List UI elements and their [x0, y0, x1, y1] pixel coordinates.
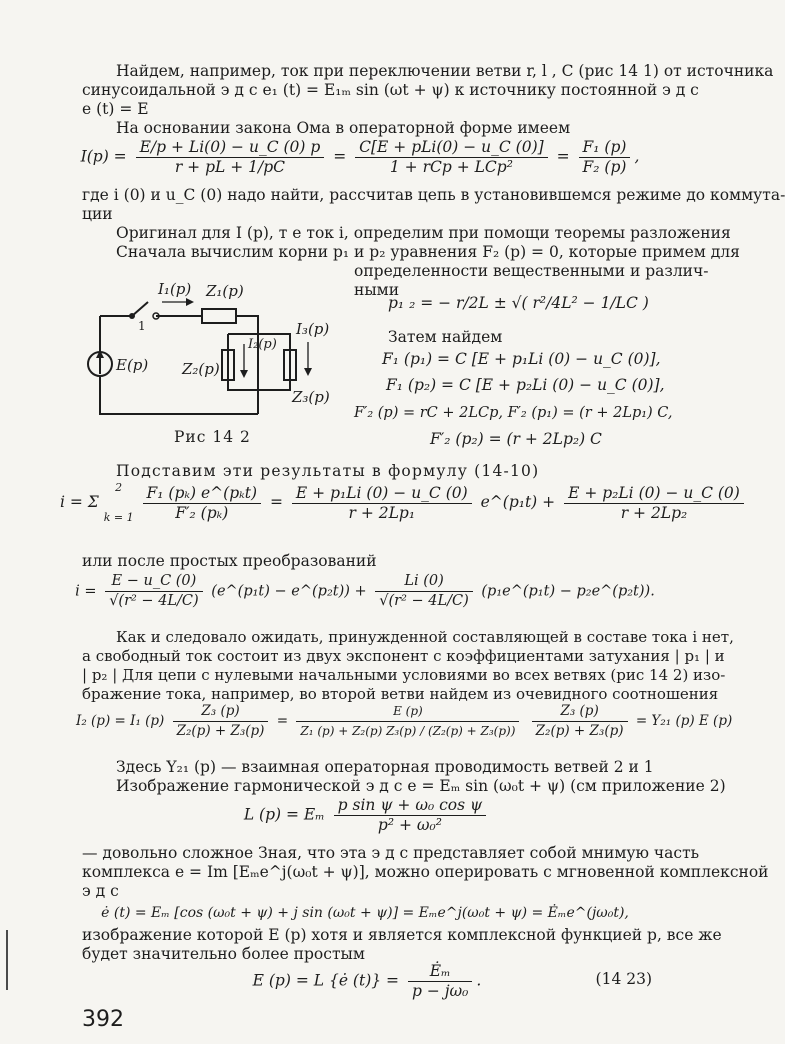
- equation-ohm: I(p) = $\frac{E/p + Li(0) - u\_C (0) p}{r + pL + 1/pC}$ = $\frac{\text{C[E + pLi(0) − u\_C (0)]}}{\text{1 + rCp + LCp²}}$ = $\frac{\text{F₁ (p)}}{\text{F₂ (p)}}$ ,: [80, 138, 640, 176]
- text-line: Здесь Y₂₁ (p) — взаимная операторная проводимость ветвей 2 и 1: [116, 758, 654, 776]
- fraction: [296, 702, 519, 741]
- text-line: На основании закона Ома в операторной форме имеем: [116, 119, 571, 137]
- numerator: E/p + Li(0) − u_C (0) p: [136, 138, 325, 158]
- numerator: C[E + pLi(0) − u_C (0)]: [355, 138, 548, 158]
- exp-term: e^(p₁t) +: [480, 493, 556, 511]
- fraction: [532, 702, 628, 741]
- sum-limits: [104, 482, 134, 524]
- numerator: Z₃ (p): [173, 702, 269, 722]
- text-line: определенности вещественными и различ-: [354, 262, 709, 280]
- exp-term: (e^(p₁t) − e^(p₂t)) +: [211, 583, 367, 600]
- numerator: E + p₁Li (0) − u_C (0): [292, 484, 472, 504]
- eq-lhs: i = Σ: [60, 493, 99, 511]
- equation-sum: i = Σ 2 k = 1 $\frac{\text{F₁ (pₖ) e\textasciicircum{}(pₖt)}}{\text{F′₂ (pₖ)}}$ = $\frac{\text{E + p₁Li (0) − u\_C (0)}}{\text{r + 2Lp₁}}$ e^(p₁t) + $\frac{\text{E + p₂Li (0) − u\_C (0)}}{\text{r + 2Lp₂}}$: [60, 482, 660, 524]
- equation-ep: [82, 962, 652, 1001]
- text-line: Оригинал для I (p), т е ток i, определим при помощи теоремы разложения: [116, 224, 731, 242]
- fraction: [105, 572, 203, 611]
- denominator: F₂ (p): [582, 158, 627, 176]
- label-i1: I₁(p): [158, 280, 192, 298]
- label-i2: I₂(p): [248, 337, 277, 352]
- fraction: [292, 484, 472, 523]
- text-line: Сначала вычислим корни p₁ и p₂ уравнения F₂ (p) = 0, которые примем для: [116, 243, 740, 261]
- numerator: E (p): [296, 702, 519, 722]
- numerator: Ėₘ: [408, 962, 472, 982]
- ohm-paragraph: [82, 119, 652, 138]
- equation-i2: [76, 702, 733, 741]
- wire-right: [236, 316, 258, 414]
- equation-laplace: [82, 796, 652, 835]
- denominator: p² + ω₀²: [377, 816, 442, 834]
- label-z3: Z₃(p): [292, 388, 330, 406]
- eq-lhs: E (p) = L {ė (t)} =: [252, 971, 400, 990]
- eq-dot: .: [476, 971, 482, 990]
- text-line: э д с: [82, 882, 119, 900]
- text-line: бражение тока, например, во второй ветви найдем из очевидного соотношения: [82, 685, 719, 703]
- equation-f2-derivative-2: F′₂ (p₂) = (r + 2Lp₂) C: [430, 430, 602, 448]
- numerator: p sin ψ + ω₀ cos ψ: [334, 796, 487, 816]
- denominator: r + 2Lp₁: [348, 503, 416, 522]
- figure-caption: Рис 14 2: [174, 428, 251, 446]
- switch-pivot: [129, 313, 135, 319]
- label-z2: Z₂(p): [182, 360, 220, 378]
- complex-paragraph: [82, 844, 769, 901]
- i3-arrowhead: [304, 368, 312, 376]
- text-line: будет значительно более простым: [82, 945, 365, 963]
- where-paragraph: [82, 186, 785, 224]
- after-paragraph: [82, 552, 652, 571]
- fraction: [408, 962, 472, 1001]
- denominator: √(r² − 4L/C): [379, 593, 469, 609]
- fraction: [579, 138, 631, 177]
- text-line: или после простых преобразований: [82, 552, 377, 570]
- fraction: [355, 138, 548, 177]
- sum-lower: k = 1: [103, 511, 134, 524]
- equation-f1p2: F₁ (p₂) = C [E + p₂Li (0) − u_C (0)],: [386, 376, 665, 394]
- numerator: E − u_C (0): [105, 572, 203, 592]
- fraction: [136, 138, 325, 177]
- label-z1: Z₁(p): [206, 282, 244, 300]
- text-line: — довольно сложное Зная, что эта э д с представляет собой мнимую часть: [82, 844, 700, 862]
- text-line: ными: [354, 281, 400, 299]
- equation-edot: ė (t) = Eₘ [cos (ω₀t + ψ) + j sin (ω₀t + ψ)] = Eₘe^j(ω₀t + ψ) = Ėₘe^(jω₀t),: [101, 905, 629, 921]
- sum-upper: 2: [115, 481, 123, 494]
- fraction: [334, 796, 487, 835]
- here-paragraph: [82, 758, 726, 796]
- label-node: 1: [138, 319, 146, 333]
- text-line: Подставим эти результаты в формулу (14-10): [116, 462, 540, 480]
- original-paragraph: [82, 224, 740, 262]
- label-i3: I₃(p): [296, 320, 330, 338]
- then-text: Затем найдем: [388, 328, 503, 346]
- circuit-diagram: [82, 262, 342, 442]
- text-line: где i (0) и u_C (0) надо найти, рассчитав цепь в установившемся режиме до коммута-: [82, 186, 785, 204]
- i1-arrowhead: [186, 298, 194, 306]
- eq-lhs: i =: [75, 583, 97, 600]
- numerator: F₁ (pₖ) e^(pₖt): [143, 484, 262, 504]
- eq-lhs: L (p) = Eₘ: [243, 805, 325, 824]
- denominator: Z₁ (p) + Z₂(p) Z₃(p) / (Z₂(p) + Z₃(p)): [300, 724, 516, 738]
- eq-tail: = Y₂₁ (p) E (p): [635, 713, 733, 729]
- eq-lhs: I(p) =: [80, 147, 127, 166]
- scan-edge-mark: [6, 930, 8, 990]
- equation-simplified: [70, 572, 660, 611]
- z1-resistor: [202, 309, 236, 323]
- subst-paragraph: [82, 462, 652, 481]
- denominator: r + 2Lp₂: [620, 503, 688, 522]
- equals-sign: =: [276, 713, 289, 729]
- numerator: Z₃ (p): [532, 702, 628, 722]
- text-line: Найдем, например, ток при переключении ветви r, l , C (рис 14 1) от источника: [116, 62, 774, 80]
- numerator: Li (0): [375, 572, 473, 592]
- fraction: [173, 702, 269, 741]
- numerator: E + p₂Li (0) − u_C (0): [564, 484, 744, 504]
- page-number: 392: [82, 1007, 124, 1032]
- denominator: √(r² − 4L/C): [109, 593, 199, 609]
- label-source: E(p): [116, 356, 149, 374]
- text-line: синусоидальной э д с e₁ (t) = E₁ₘ sin (ωt + ψ) к источнику постоянной э д с: [82, 81, 699, 99]
- text-line: ции: [82, 205, 113, 223]
- fraction: [564, 484, 744, 523]
- exp-term: (p₁e^(p₁t) − p₂e^(p₂t)).: [481, 583, 655, 600]
- intro-paragraph: [82, 62, 774, 119]
- text-line: e (t) = E: [82, 100, 149, 118]
- fraction: [375, 572, 473, 611]
- text-line: изображение которой E (p) хотя и является комплексной функцией p, все же: [82, 926, 722, 944]
- equation-f2-derivative: F′₂ (p) = rC + 2LCp, F′₂ (p₁) = (r + 2Lp₁) C,: [354, 405, 673, 421]
- numerator: F₁ (p): [579, 138, 631, 158]
- text-line: а свободный ток состоит из двух экспонент с коэффициентами затухания | p₁ | и: [82, 647, 725, 665]
- eq-lhs: I₂ (p) = I₁ (p): [76, 713, 165, 729]
- switch-blade: [132, 302, 148, 316]
- text-line: Как и следовало ожидать, принужденной составляющей в составе тока i нет,: [116, 628, 734, 646]
- text-line: | p₂ | Для цепи с нулевыми начальными условиями во всех ветвях (рис 14 2) изо-: [82, 666, 726, 684]
- text-line: комплекса e = Im [Eₘe^j(ω₀t + ψ)], можно оперировать с мгновенной комплексной: [82, 863, 769, 881]
- expect-paragraph: [82, 628, 734, 704]
- equation-f1p1: F₁ (p₁) = C [E + p₁Li (0) − u_C (0)],: [382, 350, 661, 368]
- final-paragraph: [82, 926, 722, 964]
- text-line: Изображение гармонической э д с e = Eₘ sin (ω₀t + ψ) (см приложение 2): [116, 777, 726, 795]
- denominator: 1 + rCp + LCp²: [389, 158, 513, 176]
- denominator: p − jω₀: [411, 982, 469, 1000]
- equation-number: (14 23): [595, 970, 652, 988]
- i2-arrowhead: [240, 370, 248, 378]
- fraction: [143, 484, 262, 523]
- roots-equation: p₁ ₂ = − r/2L ± √( r²/4L² − 1/LC ): [388, 294, 649, 312]
- denominator: Z₂(p) + Z₃(p): [535, 723, 624, 739]
- denominator: Z₂(p) + Z₃(p): [176, 723, 265, 739]
- denominator: F′₂ (pₖ): [175, 503, 229, 522]
- denominator: r + pL + 1/pC: [174, 158, 286, 176]
